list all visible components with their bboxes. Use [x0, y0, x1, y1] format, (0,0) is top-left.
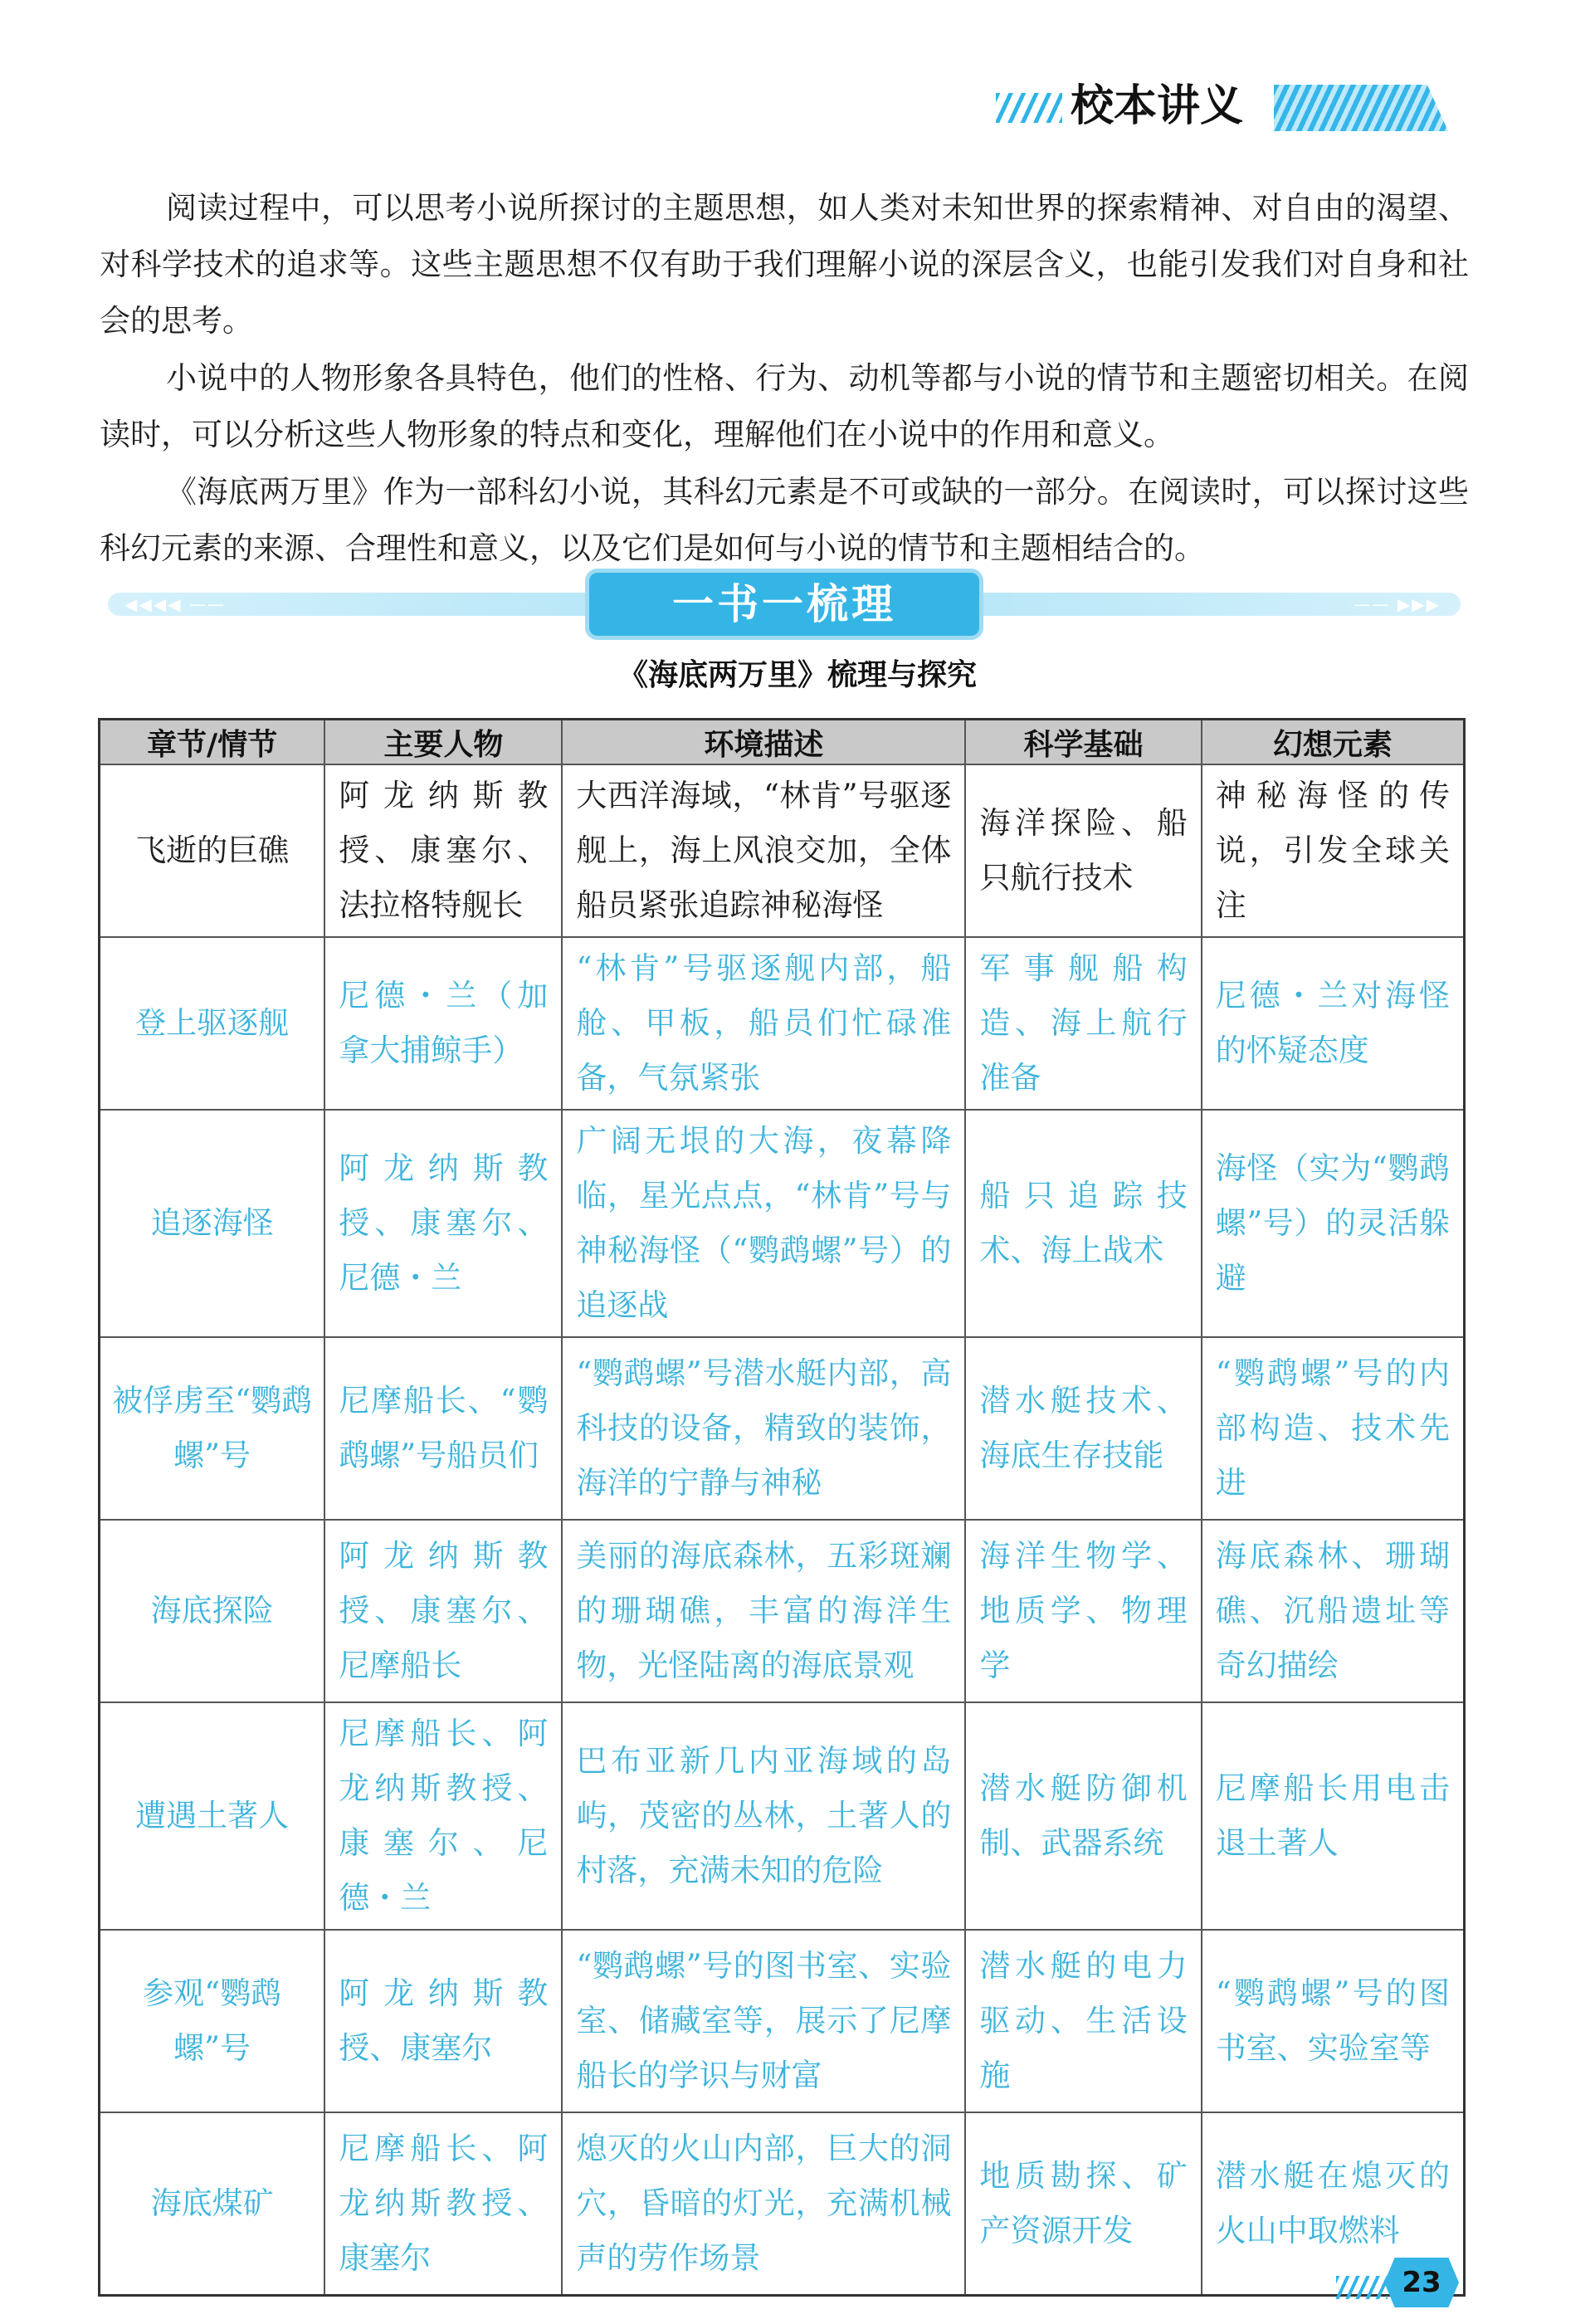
cell-environment: 美丽的海底森林，五彩斑斓的珊瑚礁，丰富的海洋生物，光怪陆离的海底景观 — [562, 1520, 965, 1702]
cell-fantasy: 尼摩船长用电击退土著人 — [1202, 1702, 1465, 1930]
cell-fantasy: 海底森林、珊瑚礁、沉船遗址等奇幻描绘 — [1202, 1520, 1465, 1702]
cell-environment: 广阔无垠的大海，夜幕降临，星光点点，“林肯”号与神秘海怪（“鹦鹉螺”号）的追逐战 — [562, 1110, 965, 1337]
cell-environment: 巴布亚新几内亚海域的岛屿，茂密的丛林，土著人的村落，充满未知的危险 — [562, 1702, 965, 1930]
table-row — [100, 1930, 1465, 2112]
cell-science: 海洋探险、船只航行技术 — [965, 764, 1201, 937]
section-title: 一书一梳理 — [589, 573, 979, 636]
cell-characters: 阿龙纳斯教授、康塞尔、法拉格特舰长 — [324, 764, 562, 937]
cell-characters: 尼德・兰（加拿大捕鲸手） — [324, 937, 562, 1110]
table-row — [100, 764, 1465, 937]
header-environment: 环境描述 — [562, 720, 965, 765]
cell-science: 军事舰船构造、海上航行准备 — [965, 937, 1201, 1110]
cell-chapter: 被俘虏至“鹦鹉螺”号 — [100, 1337, 325, 1520]
table-row — [100, 2112, 1465, 2295]
header-title: 校本讲义 — [1071, 81, 1244, 131]
header-stripe-bar — [1274, 85, 1448, 131]
cell-science: 潜水艇防御机制、武器系统 — [965, 1702, 1201, 1930]
paragraph-characters: 小说中的人物形象各具特色，他们的性格、行为、动机等都与小说的情节和主题密切相关。在阅读时，可以分析这些人物形象的特点和变化，理解他们在小说中的作用和意义。 — [100, 360, 1469, 452]
cell-chapter: 参观“鹦鹉螺”号 — [100, 1930, 325, 2112]
cell-environment: 大西洋海域，“林肯”号驱逐舰上，海上风浪交加，全体船员紧张追踪神秘海怪 — [562, 764, 965, 937]
table-header-row — [100, 720, 1465, 765]
cell-fantasy: 尼德・兰对海怪的怀疑态度 — [1202, 937, 1465, 1110]
table-row — [100, 937, 1465, 1110]
cell-environment: “鹦鹉螺”号的图书室、实验室、储藏室等，展示了尼摩船长的学识与财富 — [562, 1930, 965, 2112]
cell-environment: 熄灭的火山内部，巨大的洞穴，昏暗的灯光，充满机械声的劳作场景 — [562, 2112, 965, 2295]
cell-science: 潜水艇的电力驱动、生活设施 — [965, 1930, 1201, 2112]
cell-science: 地质勘探、矿产资源开发 — [965, 2112, 1201, 2295]
cell-fantasy: 海怪（实为“鹦鹉螺”号）的灵活躲避 — [1202, 1110, 1465, 1337]
cell-chapter: 追逐海怪 — [100, 1110, 325, 1337]
page-badge-stripes — [1336, 2276, 1388, 2299]
cell-fantasy: 神秘海怪的传说，引发全球关注 — [1202, 764, 1465, 937]
header-fantasy: 幻想元素 — [1202, 720, 1465, 765]
table-title: 《海底两万里》梳理与探究 — [617, 658, 977, 692]
cell-science: 海洋生物学、地质学、物理学 — [965, 1520, 1201, 1702]
cell-science: 潜水艇技术、海底生存技能 — [965, 1337, 1201, 1520]
table-row — [100, 1702, 1465, 1930]
cell-environment: “林肯”号驱逐舰内部，船舱、甲板，船员们忙碌准备，气氛紧张 — [562, 937, 965, 1110]
cell-chapter: 登上驱逐舰 — [100, 937, 325, 1110]
header-science: 科学基础 — [965, 720, 1201, 765]
outline-table — [98, 718, 1466, 2297]
page-badge — [1336, 2258, 1461, 2307]
cell-fantasy: “鹦鹉螺”号的图书室、实验室等 — [1202, 1930, 1465, 2112]
header-stripes — [996, 93, 1062, 123]
header-tag — [996, 76, 1461, 136]
table-row — [100, 1520, 1465, 1702]
cell-chapter: 海底探险 — [100, 1520, 325, 1702]
cell-chapter: 海底煤矿 — [100, 2112, 325, 2295]
cell-characters: 阿龙纳斯教授、康塞尔、尼摩船长 — [324, 1520, 562, 1702]
left-arrows-icon: ◀◀◀◀ —— — [124, 594, 226, 614]
cell-characters: 阿龙纳斯教授、康塞尔 — [324, 1930, 562, 2112]
paragraph-scifi: 《海底两万里》作为一部科幻小说，其科幻元素是不可或缺的一部分。在阅读时，可以探讨这些科幻元素的来源、合理性和意义，以及它们是如何与小说的情节和主题相结合的。 — [100, 474, 1469, 566]
cell-characters: 尼摩船长、“鹦鹉螺”号船员们 — [324, 1337, 562, 1520]
table-row — [100, 1110, 1465, 1337]
cell-science: 船只追踪技术、海上战术 — [965, 1110, 1201, 1337]
cell-characters: 尼摩船长、阿龙纳斯教授、康塞尔、尼德・兰 — [324, 1702, 562, 1930]
cell-characters: 尼摩船长、阿龙纳斯教授、康塞尔 — [324, 2112, 562, 2295]
cell-environment: “鹦鹉螺”号潜水艇内部，高科技的设备，精致的装饰，海洋的宁静与神秘 — [562, 1337, 965, 1520]
page-number: 23 — [1402, 2266, 1441, 2299]
header-chapter: 章节/情节 — [100, 720, 325, 765]
right-arrows-icon: —— ▶▶▶ — [1354, 594, 1441, 614]
cell-chapter: 遭遇土著人 — [100, 1702, 325, 1930]
cell-chapter: 飞逝的巨礁 — [100, 764, 325, 937]
cell-fantasy: “鹦鹉螺”号的内部构造、技术先进 — [1202, 1337, 1465, 1520]
table-row — [100, 1337, 1465, 1520]
cell-fantasy: 潜水艇在熄灭的火山中取燃料 — [1202, 2112, 1465, 2295]
header-characters: 主要人物 — [324, 720, 562, 765]
cell-characters: 阿龙纳斯教授、康塞尔、尼德・兰 — [324, 1110, 562, 1337]
paragraph-theme: 阅读过程中，可以思考小说所探讨的主题思想，如人类对未知世界的探索精神、对自由的渴望、对科学技术的追求等。这些主题思想不仅有助于我们理解小说的深层含义，也能引发我们对自身和社会的思考。 — [100, 190, 1469, 339]
section-banner — [108, 573, 1461, 636]
